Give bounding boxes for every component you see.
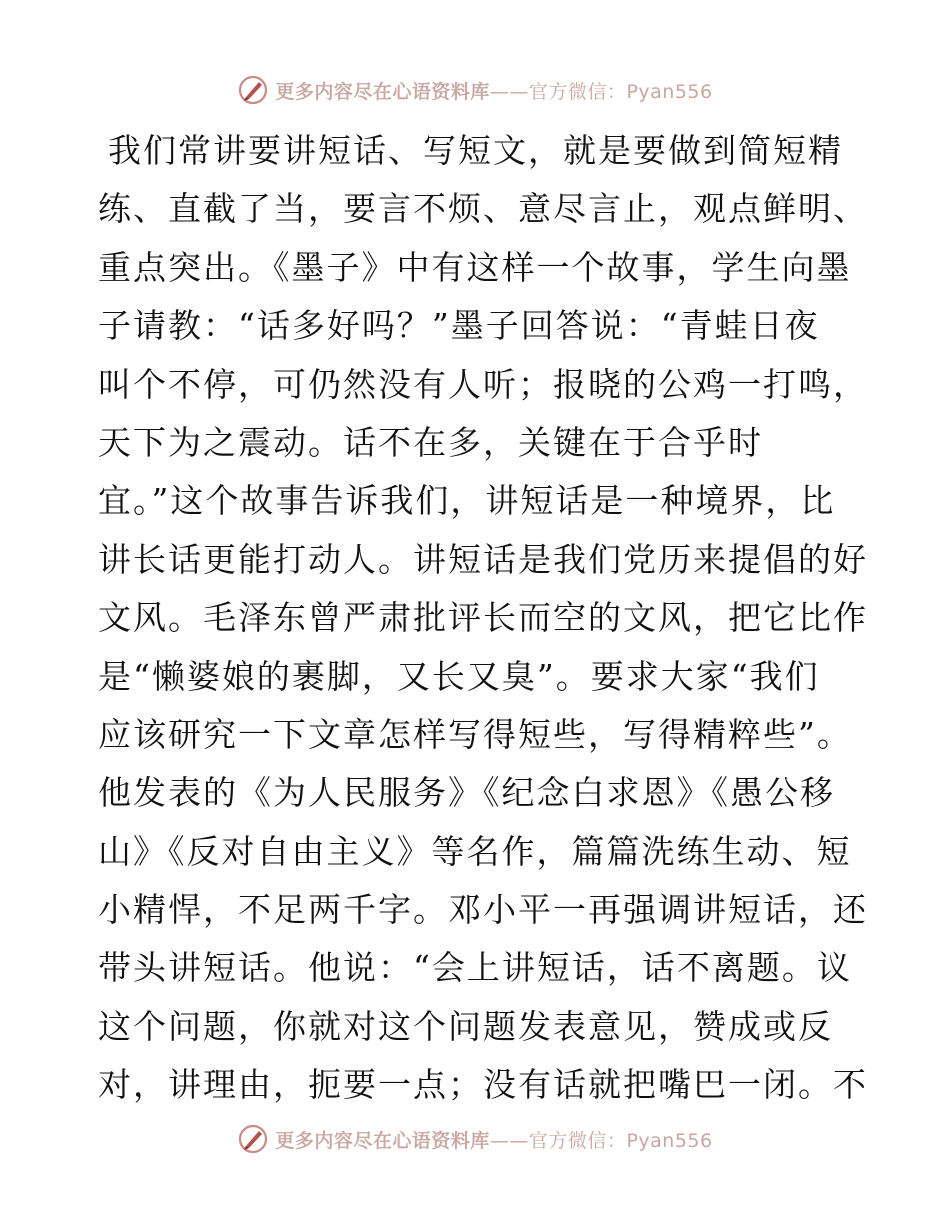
text-line: 他发表的《为人民服务》《纪念白求恩》《愚公移 [98, 773, 835, 813]
text-line: 是“懒婆娘的裹脚，又长又臭”。要求大家“我们 [98, 656, 820, 696]
text-line: 这个问题，你就对这个问题发表意见，赞成或反 [98, 1006, 833, 1046]
quill-pen-logo-icon [237, 74, 269, 106]
text-line: 叫个不停，可仍然没有人听；报晓的公鸡一打鸣， [98, 364, 868, 404]
text-line: 讲长话更能打动人。讲短话是我们党历来提倡的好 [98, 539, 868, 579]
header-watermark [0, 70, 950, 110]
text-line: 文风。毛泽东曾严肃批评长而空的文风，把它比作 [98, 598, 868, 638]
body-text [98, 122, 868, 1115]
text-line: 对，讲理由，扼要一点；没有话就把嘴巴一闭。不 [98, 1065, 868, 1105]
watermark-text: 更多内容尽在心语资料库——官方微信：Pyan556 [275, 1129, 713, 1152]
quill-pen-logo-icon [237, 1123, 269, 1155]
footer-watermark [0, 1119, 950, 1159]
text-line: 小精悍，不足两千字。邓小平一再强调讲短话，还 [98, 890, 868, 930]
text-line: 带头讲短话。他说：“会上讲短话，话不离题。议 [98, 948, 852, 988]
text-line: 山》《反对自由主义》等名作，篇篇洗练生动、短 [98, 831, 852, 871]
text-line: 天下为之震动。话不在多，关键在于合乎时 [98, 422, 763, 462]
text-line: 重点突出。《墨子》中有这样一个故事，学生向墨 [98, 247, 852, 287]
text-line: 练、直截了当，要言不烦、意尽言止，观点鲜明、 [98, 189, 868, 229]
text-line: 宜。”这个故事告诉我们，讲短话是一种境界，比 [98, 481, 836, 521]
text-line: 我们常讲要讲短话、写短文，就是要做到简短精 [108, 131, 843, 170]
text-line: 子请教：“话多好吗？”墨子回答说：“青蛙日夜 [98, 306, 820, 346]
text-line: 应该研究一下文章怎样写得短些，写得精粹些”。 [98, 714, 852, 754]
watermark-text: 更多内容尽在心语资料库——官方微信：Pyan556 [275, 80, 713, 103]
